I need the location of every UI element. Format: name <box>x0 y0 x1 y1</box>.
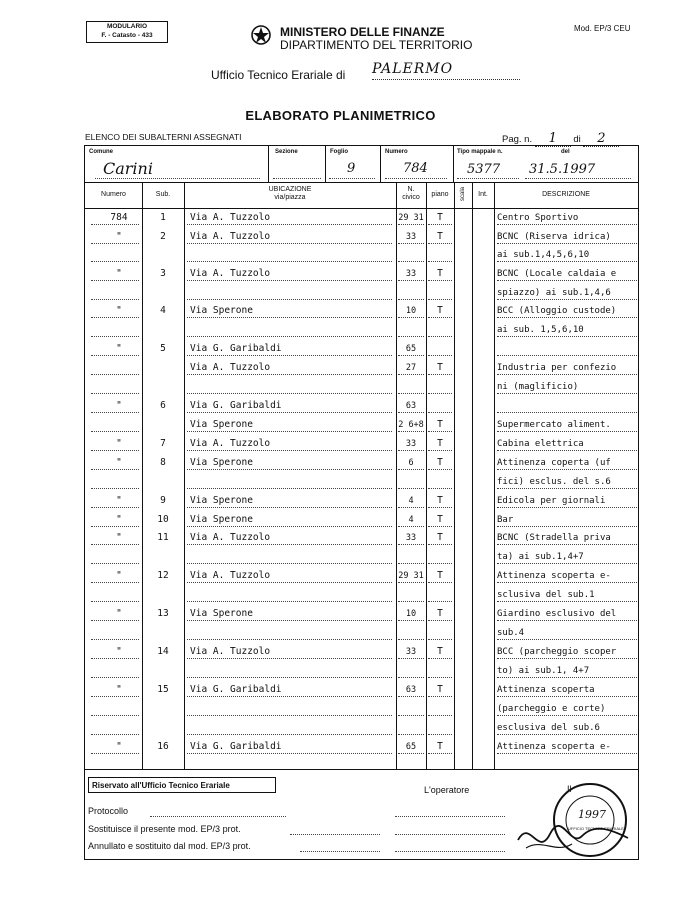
col-sub: Sub. <box>155 191 171 198</box>
table-cell-via: Via Sperone <box>190 514 253 525</box>
table-cell-desc: sclusiva del sub.1 <box>497 590 595 600</box>
table-cell-civico: 33 <box>405 533 417 543</box>
table-cell-sub: 16 <box>157 741 169 752</box>
table-cell-civico: 29 31 <box>398 213 424 223</box>
table-cell-civico: 4 <box>408 515 414 525</box>
republic-emblem-icon <box>250 23 272 47</box>
table-cell-desc: fici) esclus. del s.6 <box>497 477 611 487</box>
table-cell-via: Via A. Tuzzolo <box>190 212 271 223</box>
table-cell-piano: T <box>437 457 443 468</box>
page-number: 1 <box>535 131 571 147</box>
table-cell-desc: Bar <box>497 515 514 525</box>
table-cell-numero: " <box>116 741 122 752</box>
table-cell-via: Via G. Garibaldi <box>190 343 282 354</box>
table-cell-sub: 10 <box>157 514 169 525</box>
col-civico <box>396 186 426 202</box>
table-cell-civico: 33 <box>405 269 417 279</box>
table-cell-piano: T <box>437 231 443 242</box>
table-cell-via: Via A. Tuzzolo <box>190 646 271 657</box>
col-ubicazione-title: UBICAZIONE <box>268 186 312 193</box>
table-cell-piano: T <box>437 532 443 543</box>
table-cell-via: Via Sperone <box>190 608 253 619</box>
table-cell-via: Via G. Garibaldi <box>190 741 282 752</box>
foglio-value: 9 <box>347 161 356 176</box>
del-label: del <box>561 149 570 155</box>
subalterni-table <box>84 145 639 770</box>
table-cell-desc: BCNC (Locale caldaia e <box>497 269 617 279</box>
table-cell-civico: 63 <box>405 401 417 411</box>
col-civico-n: N. <box>407 186 415 193</box>
table-cell-civico: 65 <box>405 344 417 354</box>
table-cell-numero: " <box>116 514 122 525</box>
table-cell-piano: T <box>437 212 443 223</box>
table-cell-sub: 11 <box>157 532 169 543</box>
table-cell-numero: " <box>116 608 122 619</box>
table-cell-piano: T <box>437 305 443 316</box>
table-cell-via: Via A. Tuzzolo <box>190 362 271 373</box>
table-cell-piano: T <box>437 514 443 525</box>
modulario-code: F. - Catasto - 433 <box>101 32 153 39</box>
table-cell-piano: T <box>437 362 443 373</box>
table-cell-numero: " <box>116 684 122 695</box>
table-cell-numero: " <box>116 457 122 468</box>
table-cell-desc: ni (maglificio) <box>497 382 579 392</box>
table-cell-desc: BCNC (Riserva idrica) <box>497 232 611 242</box>
table-cell-civico: 27 <box>405 363 417 373</box>
table-cell-desc: BCNC (Stradella priva <box>497 533 611 543</box>
table-cell-numero: " <box>116 532 122 543</box>
col-scala: scala <box>460 187 466 202</box>
col-civico-label: civico <box>402 194 420 201</box>
sostituisce-row <box>88 824 241 834</box>
table-cell-sub: 9 <box>160 495 166 506</box>
table-cell-piano: T <box>437 268 443 279</box>
list-title: ELENCO DEI SUBALTERNI ASSEGNATI <box>85 132 242 142</box>
table-cell-desc: Attinenza scoperta e- <box>497 742 611 752</box>
table-cell-desc: Centro Sportivo <box>497 213 579 223</box>
col-piano: piano <box>431 191 449 198</box>
annullato-row <box>88 841 251 851</box>
table-cell-piano: T <box>437 438 443 449</box>
stamp-text: UFFICIO TECNICO ERARIALE <box>568 826 624 831</box>
table-cell-sub: 12 <box>157 570 169 581</box>
col-descrizione: DESCRIZIONE <box>542 191 590 198</box>
table-cell-numero: " <box>116 646 122 657</box>
table-cell-desc: Edicola per giornali <box>497 496 606 506</box>
table-cell-civico: 33 <box>405 232 417 242</box>
table-cell-desc: BCC (parcheggio scoper <box>497 647 617 657</box>
table-cell-civico: 33 <box>405 647 417 657</box>
table-cell-desc: Attinenza scoperta <box>497 685 595 695</box>
table-cell-desc: to) ai sub.1, 4+7 <box>497 666 590 676</box>
tipo-mappale-value: 5377 <box>467 162 501 177</box>
table-cell-piano: T <box>437 684 443 695</box>
table-cell-piano: T <box>437 495 443 506</box>
table-cell-numero: " <box>116 400 122 411</box>
table-cell-sub: 2 <box>160 231 166 242</box>
col-int: Int. <box>478 191 488 198</box>
table-cell-civico: 2 6+8 <box>398 420 424 430</box>
table-cell-desc: BCC (Alloggio custode) <box>497 306 617 316</box>
table-cell-civico: 63 <box>405 685 417 695</box>
table-cell-sub: 1 <box>160 212 166 223</box>
stamp-year: 1997 <box>578 808 606 821</box>
table-cell-numero: " <box>116 438 122 449</box>
table-cell-desc: ai sub.1,4,5,6,10 <box>497 250 590 260</box>
table-cell-civico: 6 <box>408 458 414 468</box>
table-cell-desc: Supermercato aliment. <box>497 420 611 430</box>
col-ubicazione <box>184 186 396 202</box>
document-title: ELABORATO PLANIMETRICO <box>245 108 436 123</box>
comune-value: Carini <box>103 159 153 178</box>
table-cell-sub: 4 <box>160 305 166 316</box>
table-cell-via: Via A. Tuzzolo <box>190 438 271 449</box>
table-cell-civico: 4 <box>408 496 414 506</box>
table-cell-numero: 784 <box>110 212 128 223</box>
form-code: Mod. EP/3 CEU <box>574 24 631 33</box>
reserved-office-box: Riservato all'Ufficio Tecnico Erariale <box>88 777 276 793</box>
table-cell-sub: 5 <box>160 343 166 354</box>
annullato-label: Annullato e sostituito dal mod. EP/3 prot. <box>88 841 251 851</box>
page-label: Pag. n. <box>502 134 533 145</box>
protocollo-row <box>88 806 128 816</box>
il-label: Il <box>567 784 572 794</box>
table-cell-desc: sub.4 <box>497 628 525 638</box>
foglio-label: Foglio <box>330 149 348 155</box>
page-total: 2 <box>583 131 619 147</box>
table-cell-desc: Giardino esclusivo del <box>497 609 617 619</box>
table-cell-sub: 8 <box>160 457 166 468</box>
table-cell-desc: ai sub. 1,5,6,10 <box>497 325 584 335</box>
col-numero: Numero <box>101 191 126 198</box>
table-cell-desc: esclusiva del sub.6 <box>497 723 600 733</box>
table-cell-desc: Attinenza coperta (uf <box>497 458 611 468</box>
table-cell-desc: Attinenza scoperta e- <box>497 571 611 581</box>
modulario-label: MODULARIO <box>106 23 148 30</box>
comune-label: Comune <box>89 149 113 155</box>
of-label: di <box>573 134 581 145</box>
table-cell-numero: " <box>116 305 122 316</box>
sezione-label: Sezione <box>275 149 298 155</box>
table-cell-civico: 10 <box>405 609 417 619</box>
table-cell-desc: ta) ai sub.1,4+7 <box>497 552 584 562</box>
table-cell-sub: 15 <box>157 684 169 695</box>
official-stamp-icon <box>512 778 632 860</box>
table-cell-civico: 33 <box>405 439 417 449</box>
tipo-mappale-label: Tipo mappale n. <box>457 149 503 155</box>
table-cell-via: Via Sperone <box>190 305 253 316</box>
sostituisce-label: Sostituisce il presente mod. EP/3 prot. <box>88 824 241 834</box>
table-cell-piano: T <box>437 419 443 430</box>
table-cell-civico: 10 <box>405 306 417 316</box>
office-value: PALERMO <box>372 61 520 80</box>
table-cell-sub: 3 <box>160 268 166 279</box>
table-cell-piano: T <box>437 608 443 619</box>
table-cell-desc: spiazzo) ai sub.1,4,6 <box>497 288 611 298</box>
table-cell-civico: 29 31 <box>398 571 424 581</box>
table-cell-piano: T <box>437 646 443 657</box>
table-cell-via: Via A. Tuzzolo <box>190 268 271 279</box>
department-name: DIPARTIMENTO DEL TERRITORIO <box>280 38 473 52</box>
table-cell-numero: " <box>116 268 122 279</box>
table-cell-via: Via Sperone <box>190 419 253 430</box>
table-cell-desc: (parcheggio e corte) <box>497 704 606 714</box>
numero-value: 784 <box>403 161 428 176</box>
protocollo-label: Protocollo <box>88 806 129 816</box>
ministry-name: MINISTERO DELLE FINANZE <box>280 25 445 39</box>
table-cell-numero: " <box>116 231 122 242</box>
table-cell-civico: 65 <box>405 742 417 752</box>
col-ubicazione-sub: via/piazza <box>274 194 306 201</box>
table-cell-piano: T <box>437 741 443 752</box>
table-cell-via: Via A. Tuzzolo <box>190 532 271 543</box>
table-cell-desc: Industria per confezio <box>497 363 617 373</box>
table-cell-sub: 13 <box>157 608 169 619</box>
table-cell-sub: 7 <box>160 438 166 449</box>
table-cell-sub: 14 <box>157 646 169 657</box>
office-label: Ufficio Tecnico Erariale di <box>211 68 346 82</box>
table-cell-numero: " <box>116 570 122 581</box>
table-cell-via: Via Sperone <box>190 457 253 468</box>
table-cell-numero: " <box>116 343 122 354</box>
table-cell-via: Via G. Garibaldi <box>190 400 282 411</box>
table-cell-via: Via G. Garibaldi <box>190 684 282 695</box>
table-cell-numero: " <box>116 495 122 506</box>
table-cell-desc: Cabina elettrica <box>497 439 584 449</box>
table-cell-piano: T <box>437 570 443 581</box>
operator-label: L'operatore <box>424 785 470 795</box>
modulario-box <box>86 21 168 43</box>
del-value: 31.5.1997 <box>529 162 596 177</box>
table-cell-via: Via Sperone <box>190 495 253 506</box>
table-cell-via: Via A. Tuzzolo <box>190 570 271 581</box>
table-cell-sub: 6 <box>160 400 166 411</box>
numero-label: Numero <box>385 149 408 155</box>
table-cell-via: Via A. Tuzzolo <box>190 231 271 242</box>
